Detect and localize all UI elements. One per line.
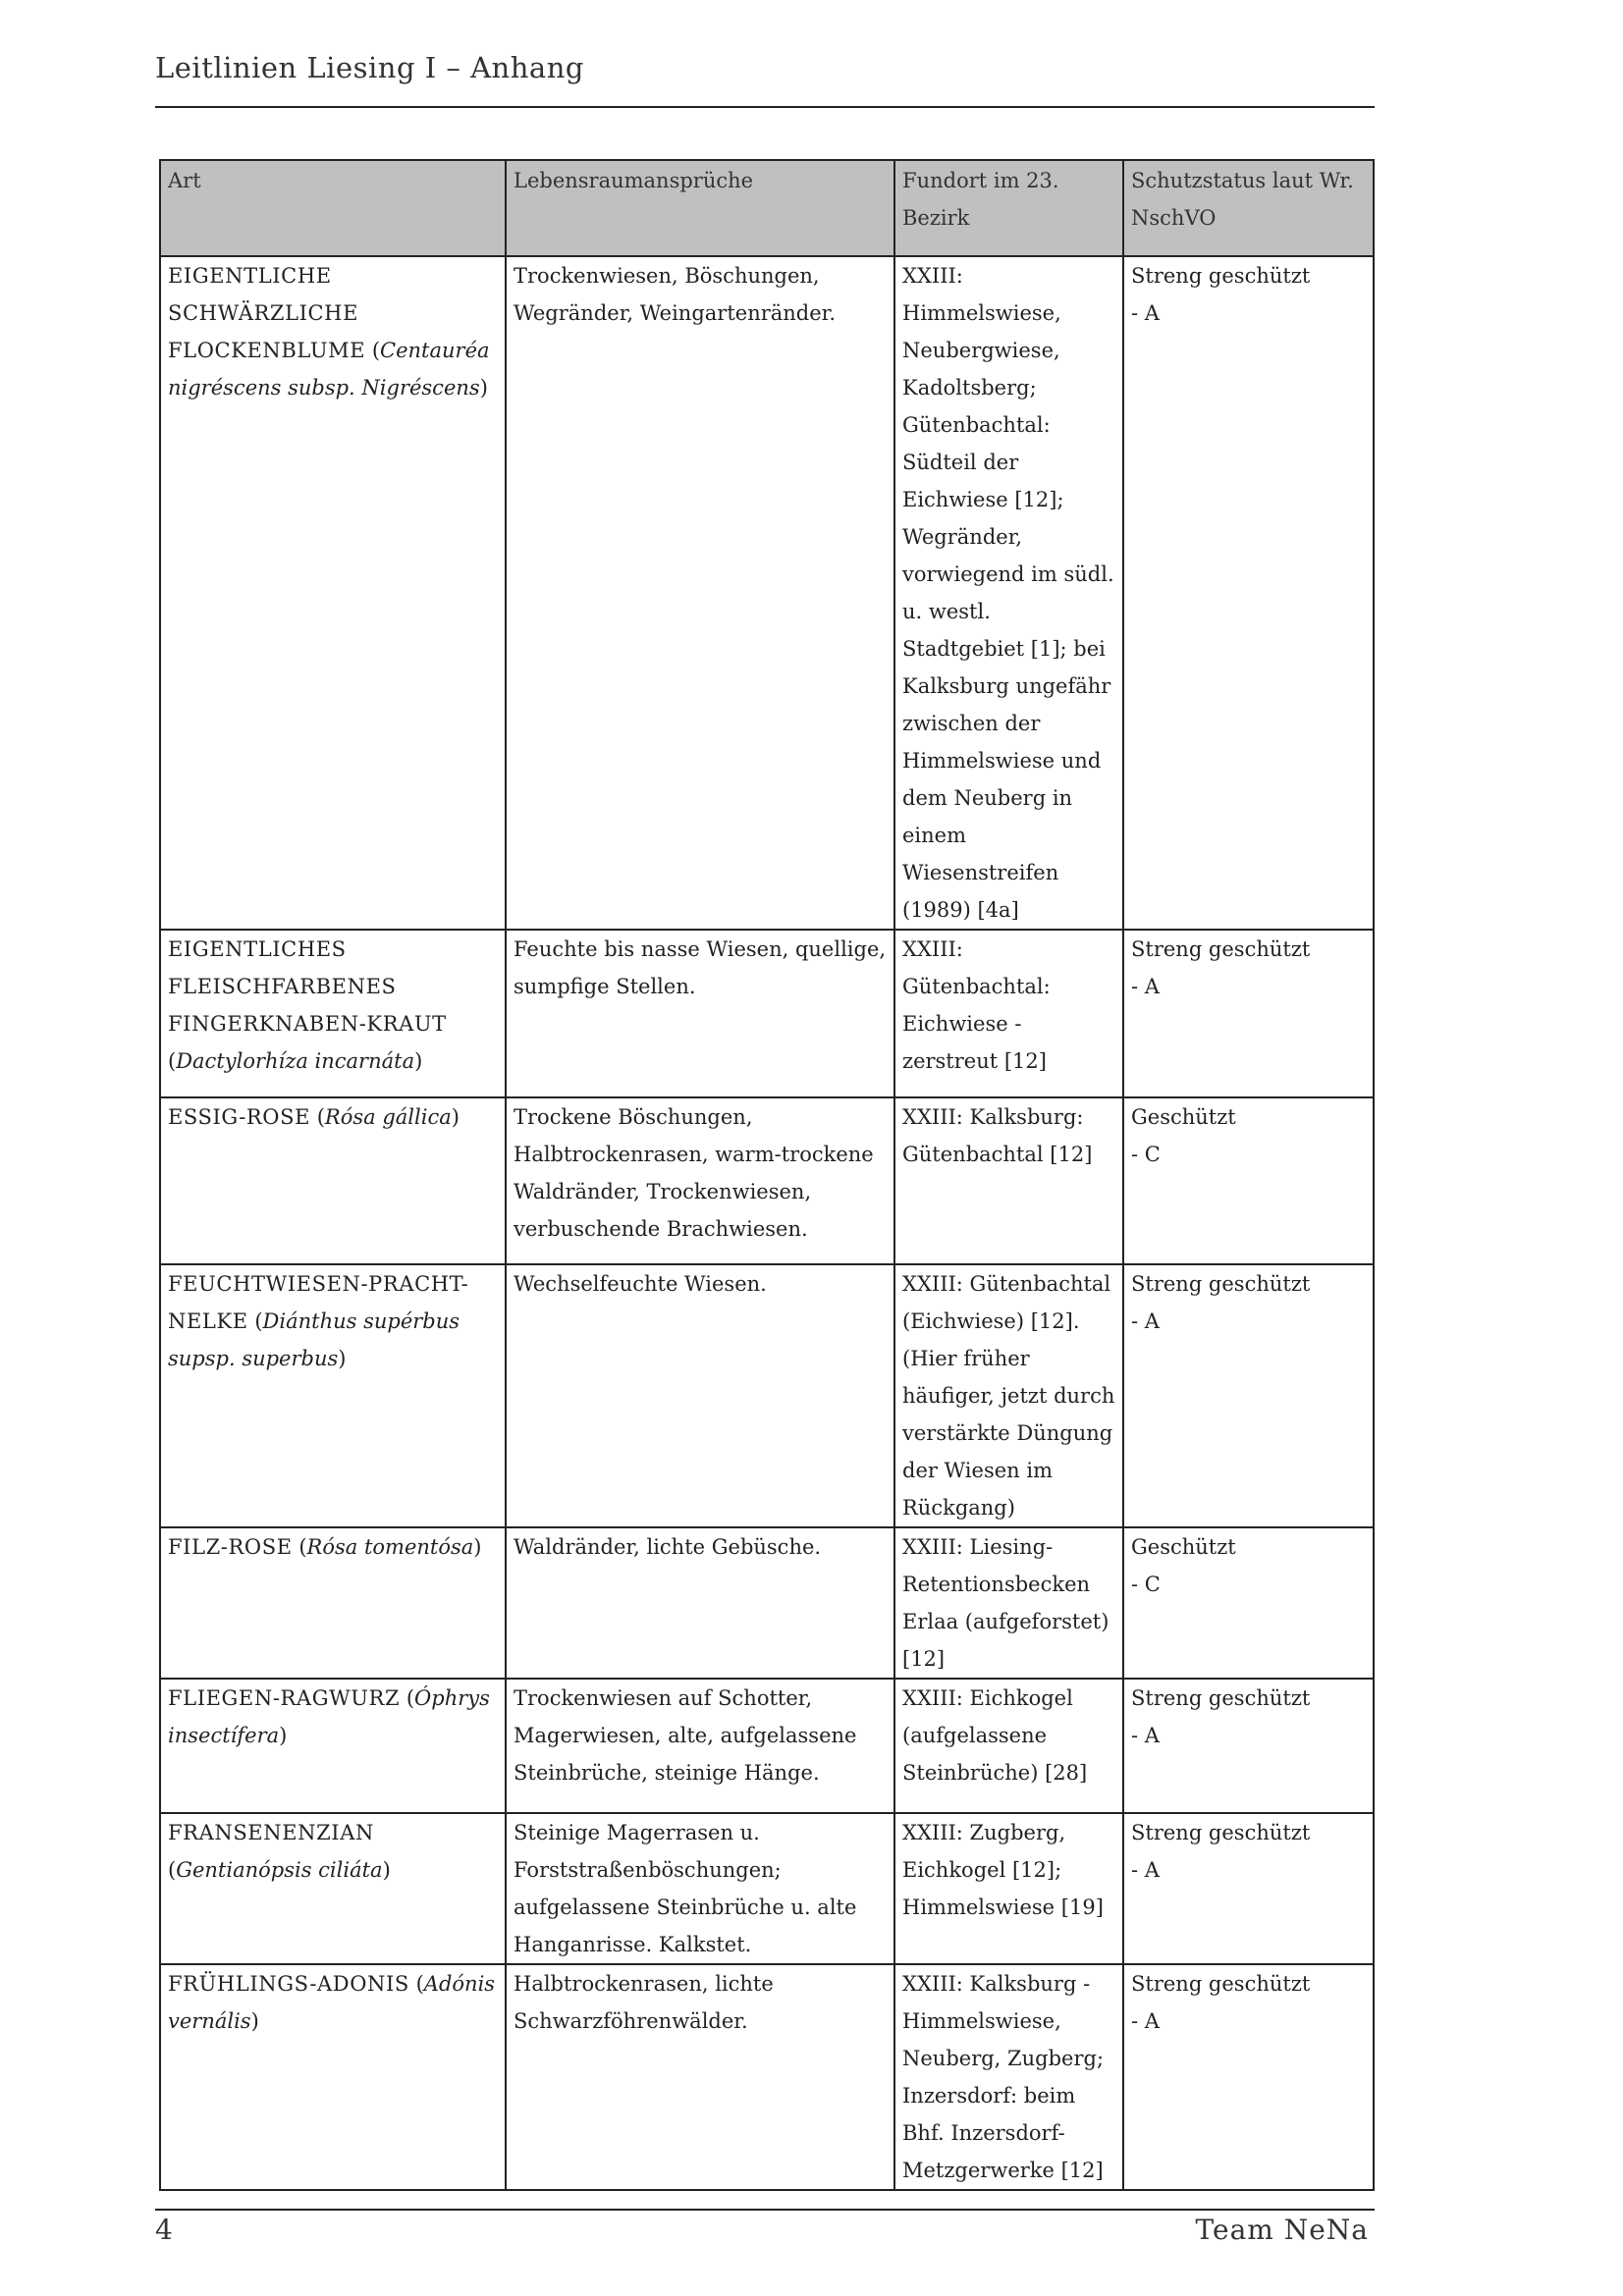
status-text: Geschützt <box>1131 1105 1236 1129</box>
cell-art: EIGENTLICHE SCHWÄRZLICHE FLOCKENBLUME (Centauréa nigréscens subsp. Nigréscens) <box>160 256 506 930</box>
cell-schutzstatus <box>1123 256 1374 930</box>
cell-fundort: XXIII: Himmelswiese, Neubergwiese, Kadoltsberg; Gütenbachtal: Südteil der Eichwiese [12]; Wegränder, vorwiegend im südl. u. westl. Stadtgebiet [1]; bei Kalksburg ungefähr zwischen der Himmelswiese und dem Neuberg in einem Wiesenstreifen (1989) [4a] <box>894 256 1123 930</box>
species-common-name: FLIEGEN-RAGWURZ <box>168 1686 401 1710</box>
footer-team-name: Team NeNa <box>1195 2214 1369 2246</box>
cell-art: FRANSENENZIAN (Gentianópsis ciliáta) <box>160 1813 506 1964</box>
status-text: Streng geschützt <box>1131 1821 1311 1844</box>
status-category: - C <box>1131 1573 1161 1596</box>
cell-schutzstatus <box>1123 1527 1374 1679</box>
table-row <box>160 1679 1374 1813</box>
species-common-name: FRÜHLINGS-ADONIS <box>168 1972 409 1996</box>
species-common-name: FILZ-ROSE <box>168 1535 293 1559</box>
status-category: - A <box>1131 975 1160 998</box>
page-header-title: Leitlinien Liesing I – Anhang <box>155 51 584 84</box>
cell-fundort: XXIII: Kalksburg: Gütenbachtal [12] <box>894 1097 1123 1264</box>
header-divider <box>155 106 1375 108</box>
status-text: Streng geschützt <box>1131 264 1311 288</box>
status-text: Streng geschützt <box>1131 1686 1311 1710</box>
column-header-fundort: Fundort im 23. Bezirk <box>894 160 1123 256</box>
cell-lebensraum: Trockenwiesen auf Schotter, Magerwiesen, alte, aufgelassene Steinbrüche, steinige Hänge. <box>506 1679 894 1813</box>
species-latin-name: Gentianópsis ciliáta <box>176 1858 383 1882</box>
species-latin-name: Diánthus supérbus supsp. superbus <box>168 1309 460 1370</box>
cell-lebensraum: Trockenwiesen, Böschungen, Wegränder, Weingartenränder. <box>506 256 894 930</box>
table-row <box>160 256 1374 930</box>
species-common-name: FEUCHTWIESEN-PRACHT-NELKE <box>168 1272 469 1333</box>
status-category: - A <box>1131 1858 1160 1882</box>
cell-schutzstatus <box>1123 930 1374 1097</box>
status-text: Streng geschützt <box>1131 1972 1311 1996</box>
cell-schutzstatus <box>1123 1813 1374 1964</box>
status-category: - C <box>1131 1143 1161 1166</box>
cell-art: ESSIG-ROSE (Rósa gállica) <box>160 1097 506 1264</box>
cell-fundort: XXIII: Gütenbachtal: Eichwiese - zerstreut [12] <box>894 930 1123 1097</box>
cell-lebensraum: Trockene Böschungen, Halbtrockenrasen, warm-trockene Waldränder, Trockenwiesen, verbuschende Brachwiesen. <box>506 1097 894 1264</box>
table-row <box>160 1264 1374 1527</box>
table-row <box>160 930 1374 1097</box>
cell-lebensraum: Waldränder, lichte Gebüsche. <box>506 1527 894 1679</box>
cell-fundort: XXIII: Kalksburg - Himmelswiese, Neuberg, Zugberg; Inzersdorf: beim Bhf. Inzersdorf-Metzgerwerke [12] <box>894 1964 1123 2190</box>
column-header-lebensraum: Lebensraumansprüche <box>506 160 894 256</box>
table-row <box>160 1097 1374 1264</box>
table-row <box>160 1964 1374 2190</box>
column-header-art: Art <box>160 160 506 256</box>
species-latin-name: Dactylorhíza incarnáta <box>176 1049 415 1073</box>
status-text: Streng geschützt <box>1131 1272 1311 1296</box>
cell-schutzstatus <box>1123 1679 1374 1813</box>
table-row <box>160 1527 1374 1679</box>
cell-schutzstatus <box>1123 1097 1374 1264</box>
status-category: - A <box>1131 301 1160 325</box>
species-latin-name: Rósa gállica <box>324 1105 452 1129</box>
species-latin-name: Adónis vernális <box>168 1972 496 2033</box>
cell-art: FILZ-ROSE (Rósa tomentósa) <box>160 1527 506 1679</box>
species-latin-name: Rósa tomentósa <box>306 1535 474 1559</box>
cell-art: FLIEGEN-RAGWURZ (Óphrys insectífera) <box>160 1679 506 1813</box>
cell-schutzstatus <box>1123 1964 1374 2190</box>
cell-art: FRÜHLINGS-ADONIS (Adónis vernális) <box>160 1964 506 2190</box>
status-category: - A <box>1131 1309 1160 1333</box>
cell-fundort: XXIII: Liesing-Retentionsbecken Erlaa (aufgeforstet) [12] <box>894 1527 1123 1679</box>
cell-lebensraum: Steinige Magerrasen u. Forststraßenböschungen; aufgelassene Steinbrüche u. alte Hanganrisse. Kalkstet. <box>506 1813 894 1964</box>
cell-schutzstatus <box>1123 1264 1374 1527</box>
cell-fundort: XXIII: Gütenbachtal (Eichwiese) [12]. (Hier früher häufiger, jetzt durch verstärkte Düngung der Wiesen im Rückgang) <box>894 1264 1123 1527</box>
table-header-row <box>160 160 1374 256</box>
page-number: 4 <box>155 2214 173 2246</box>
cell-lebensraum: Halbtrockenrasen, lichte Schwarzföhrenwälder. <box>506 1964 894 2190</box>
cell-lebensraum: Feuchte bis nasse Wiesen, quellige, sumpfige Stellen. <box>506 930 894 1097</box>
species-common-name: EIGENTLICHE SCHWÄRZLICHE FLOCKENBLUME <box>168 264 366 362</box>
species-latin-name: Centauréa nigréscens subsp. Nigréscens <box>168 339 490 400</box>
species-common-name: EIGENTLICHES FLEISCHFARBENES FINGERKNABEN-KRAUT <box>168 937 447 1036</box>
column-header-schutzstatus: Schutzstatus laut Wr. NschVO <box>1123 160 1374 256</box>
status-text: Geschützt <box>1131 1535 1236 1559</box>
cell-fundort: XXIII: Zugberg, Eichkogel [12]; Himmelswiese [19] <box>894 1813 1123 1964</box>
species-common-name: ESSIG-ROSE <box>168 1105 311 1129</box>
species-latin-name: Óphrys insectífera <box>168 1686 490 1747</box>
cell-art: EIGENTLICHES FLEISCHFARBENES FINGERKNABEN-KRAUT (Dactylorhíza incarnáta) <box>160 930 506 1097</box>
status-category: - A <box>1131 2009 1160 2033</box>
species-common-name: FRANSENENZIAN <box>168 1821 374 1844</box>
status-category: - A <box>1131 1724 1160 1747</box>
cell-fundort: XXIII: Eichkogel (aufgelassene Steinbrüche) [28] <box>894 1679 1123 1813</box>
cell-art: FEUCHTWIESEN-PRACHT-NELKE (Diánthus supérbus supsp. superbus) <box>160 1264 506 1527</box>
table-row <box>160 1813 1374 1964</box>
cell-lebensraum: Wechselfeuchte Wiesen. <box>506 1264 894 1527</box>
footer-divider <box>155 2209 1375 2211</box>
status-text: Streng geschützt <box>1131 937 1311 961</box>
species-table <box>159 159 1375 2191</box>
